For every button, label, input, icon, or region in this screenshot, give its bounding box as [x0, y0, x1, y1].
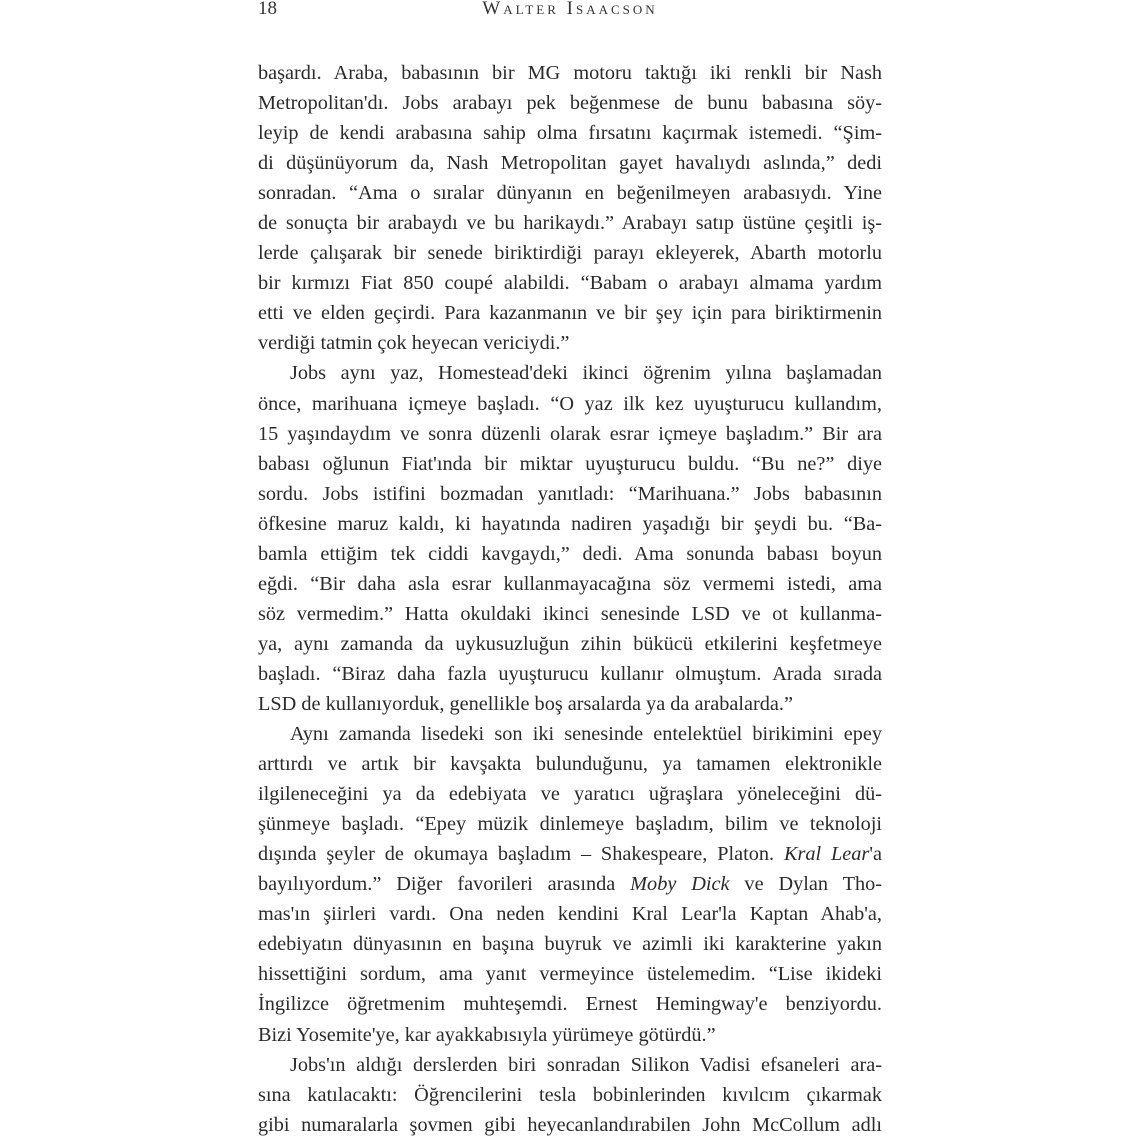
- text-line: edebiyatın dünyasının en başına buyruk ve azimli iki karakterine yakın: [258, 933, 882, 956]
- body-text: [258, 58, 882, 1140]
- text-line: şünmeye başladı. “Epey müzik dinlemeye başladım, bilim ve teknoloji: [258, 813, 882, 836]
- page-number: 18: [258, 0, 277, 19]
- text-line: bayılıyordum.” Diğer favorileri arasında Moby Dick ve Dylan Tho-: [258, 873, 882, 896]
- text-line: lerde çalışarak bir senede biriktirdiği parayı ekleyerek, Abarth motorlu: [258, 242, 882, 265]
- italic-title: Kral Lear: [783, 843, 870, 866]
- paragraph: [258, 719, 882, 1050]
- text-line: İngilizce öğretmenim muhteşemdi. Ernest Hemingway'e benziyordu.: [258, 993, 882, 1016]
- text-line: başardı. Araba, babasının bir MG motoru taktığı iki renkli bir Nash: [258, 62, 882, 84]
- running-title-author: Walter Isaacson: [482, 0, 658, 19]
- text-line: arttırdı ve artık bir kavşakta bulunduğunu, ya tamamen elektronikle: [258, 753, 882, 776]
- text-line: ilgileneceğini ya da edebiyata ve yaratıcı uğraşlara yöneleceğini dü-: [258, 783, 882, 806]
- italic-title: Moby Dick: [630, 873, 730, 896]
- text-line: LSD de kullanıyorduk, genellikle boş arsalarda ya da arabalarda.”: [258, 692, 793, 715]
- paragraph: [258, 1050, 882, 1140]
- text-line: babası oğlunun Fiat'ında bir miktar uyuşturucu buldu. “Bu ne?” diye: [258, 452, 882, 475]
- text-line: bamla ettiğim tek ciddi kavgaydı,” dedi. Ama sonunda babası boyun: [258, 542, 882, 565]
- text-line: Jobs aynı yaz, Homestead'deki ikinci öğrenim yılına başlamadan: [290, 362, 882, 385]
- text-line: hissettiğini sordum, ama yanıt vermeyince üstelemedim. “Lise ikideki: [258, 963, 882, 986]
- text-line: sordu. Jobs istifini bozmadan yanıtladı: “Marihuana.” Jobs babasının: [258, 482, 882, 505]
- text-line: Jobs'ın aldığı derslerden biri sonradan Silikon Vadisi efsaneleri ara-: [290, 1053, 882, 1076]
- text-line: sonradan. “Ama o sıralar dünyanın en beğenilmeyen arabasıydı. Yine: [258, 182, 882, 205]
- paragraph: [258, 358, 882, 719]
- text-line: gibi numaralarla şovmen gibi heyecanlandırabilen John McCollum adlı: [258, 1113, 882, 1136]
- paragraph: [258, 58, 882, 358]
- text-line: mas'ın şiirleri vardı. Ona neden kendini Kral Lear'la Kaptan Ahab'a,: [258, 903, 882, 926]
- text-line: eğdi. “Bir daha asla esrar kullanmayacağına söz vermemi istedi, ama: [258, 572, 882, 595]
- text-line: etti ve elden geçirdi. Para kazanmanın ve bir şey için para biriktirmenin: [258, 302, 882, 325]
- text-line: sına katılacaktı: Öğrencilerini tesla bobinlerinden kıvılcım çıkarmak: [258, 1083, 882, 1106]
- text-line: söz vermedim.” Hatta okuldaki ikinci senesinde LSD ve ot kullanma-: [258, 602, 882, 625]
- text-line: Metropolitan'dı. Jobs arabayı pek beğenmese de bunu babasına söy-: [258, 92, 882, 115]
- text-line: Aynı zamanda lisedeki son iki senesinde entelektüel birikimini epey: [290, 723, 882, 746]
- text-line: ya, aynı zamanda da uykusuzluğun zihin bükücü etkilerini keşfetmeye: [258, 632, 882, 655]
- text-line: di düşünüyorum da, Nash Metropolitan gayet havalıydı aslında,” dedi: [258, 152, 882, 175]
- text-line: bir kırmızı Fiat 850 coupé alabildi. “Babam o arabayı almama yardım: [258, 272, 882, 295]
- running-head: [258, 0, 882, 22]
- text-line: başladı. “Biraz daha fazla uyuşturucu kullanır olmuştum. Arada sırada: [258, 662, 882, 685]
- text-line: verdiği tatmin çok heyecan vericiydi.”: [258, 332, 570, 355]
- text-line: dışında şeyler de okumaya başladım – Shakespeare, Platon. Kral Lear'a: [258, 843, 882, 866]
- text-line: 15 yaşındaydım ve sonra düzenli olarak esrar içmeye başladım.” Bir ara: [258, 422, 882, 445]
- text-line: leyip de kendi arabasına sahip olma fırsatını kaçırmak istemedi. “Şim-: [258, 122, 882, 145]
- text-line: de sonuçta bir arabaydı ve bu harikaydı.” Arabayı satıp üstüne çeşitli iş-: [258, 212, 882, 235]
- text-line: Bizi Yosemite'ye, kar ayakkabısıyla yürümeye götürdü.”: [258, 1023, 716, 1046]
- text-line: öfkesine maruz kaldı, ki hayatında nadiren yaşadığı bir şeydi bu. “Ba-: [258, 512, 882, 535]
- text-line: önce, marihuana içmeye başladı. “O yaz ilk kez uyuşturucu kullandım,: [258, 392, 882, 415]
